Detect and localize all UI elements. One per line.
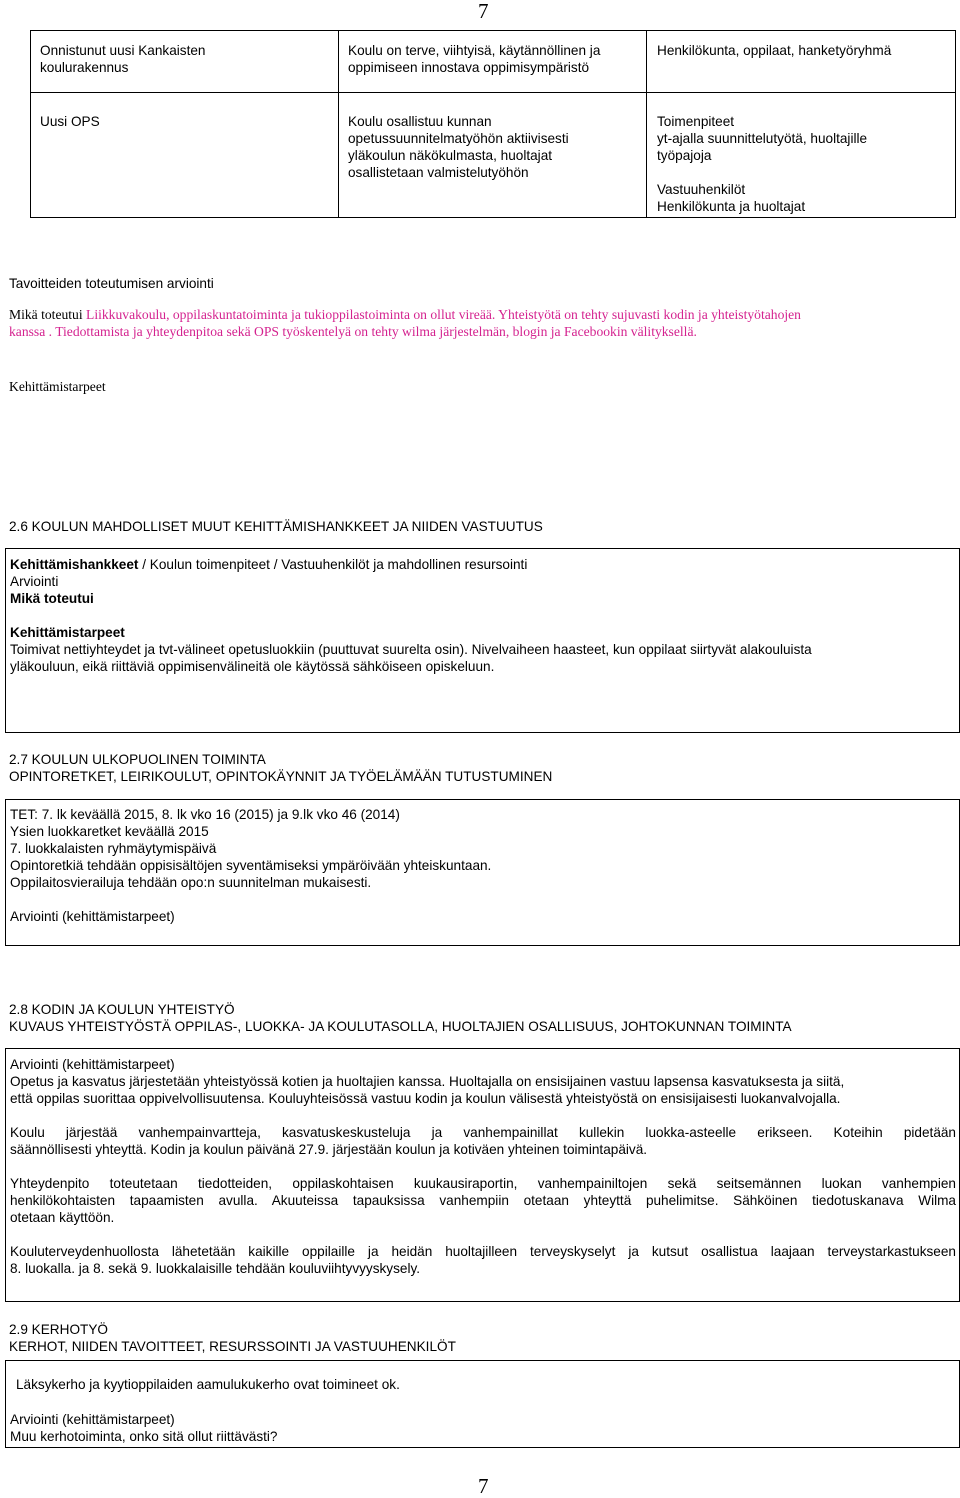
section-2-6-development: Kehittämistarpeet [10, 625, 125, 640]
table-row-1-goal [40, 42, 330, 76]
evaluation-line-1 [9, 306, 949, 323]
table-cell-line: oppimiseen innostava oppimisympäristö [348, 60, 590, 75]
section-2-9-arviointi: Arviointi (kehittämistarpeet) [10, 1412, 175, 1427]
section-2-9-title [9, 1321, 456, 1355]
header-rest: / Koulun toimenpiteet / Vastuuhenkilöt ja mahdollinen resursointi [138, 557, 528, 572]
section-2-9-text: Läksykerho ja kyytioppilaiden aamulukukerho ovat toimineet ok. [16, 1377, 400, 1392]
section-2-8-para-1-line: että oppilas suorittaa oppivelvollisuutensa. Kouluyhteisössä vastuu kodin ja koulun välisestä yhteistyöstä on ensisijaisesti luokanvalvojalla. [10, 1091, 841, 1106]
done-label: Mikä toteutui [9, 307, 83, 322]
table-row-1-responsible [657, 42, 949, 59]
section-2-8-para-4-line: 8. luokalla. ja 8. sekä 9. luokkalaisille tehdään kouluviihtyvyyskysely. [10, 1261, 421, 1276]
section-2-7-title [9, 751, 552, 785]
table-cell-line: Onnistunut uusi Kankaisten [40, 43, 206, 58]
table-cell-line: Toimenpiteet [657, 114, 735, 129]
section-2-6-arviointi: Arviointi [10, 574, 59, 589]
section-subtitle: KERHOT, NIIDEN TAVOITTEET, RESURSSOINTI JA VASTUUHENKILÖT [9, 1339, 456, 1354]
section-2-6-title: 2.6 KOULUN MAHDOLLISET MUUT KEHITTÄMISHANKKEET JA NIIDEN VASTUUTUS [9, 519, 543, 534]
section-2-6-header [10, 556, 954, 573]
table-row-1-description [348, 42, 640, 76]
header-bold: Kehittämishankkeet [10, 557, 139, 572]
table-row-2-description [348, 113, 640, 181]
done-text: Liikkuvakoulu, oppilaskuntatoiminta ja tukioppilastoiminta on ollut vireää. Yhteistyötä on tehty sujuvasti kodin ja yhteistyötahojen [86, 307, 801, 322]
table-cell-line: koulurakennus [40, 60, 129, 75]
table-cell-line: Vastuuhenkilöt [657, 182, 746, 197]
section-title: 2.8 KODIN JA KOULUN YHTEISTYÖ [9, 1002, 235, 1017]
evaluation-done [9, 306, 949, 340]
section-2-8-title [9, 1001, 792, 1035]
page-number-bottom: 7 [478, 1474, 489, 1498]
table-cell-line: Koulu osallistuu kunnan [348, 114, 492, 129]
section-2-7-line: TET: 7. lk keväällä 2015, 8. lk vko 16 (2015) ja 9.lk vko 46 (2014) [10, 807, 400, 822]
section-2-8-box [5, 1048, 960, 1302]
table-cell-line: yläkoulun näkökulmasta, huoltajat [348, 148, 553, 163]
section-2-7-line: Opintoretkiä tehdään oppisisältöjen syventämiseksi ympäröivään yhteiskuntaan. [10, 858, 492, 873]
page-number-top: 7 [478, 0, 489, 23]
section-2-8-para-3-line: henkilökohtaisten tapaamisten avulla. Akuuteissa tapauksissa vanhempiin otetaan yhteyttä puhelimitse. Sähköinen tiedotuskanava Wilma [10, 1193, 956, 1208]
table-cell-line: Henkilökunta ja huoltajat [657, 199, 806, 214]
section-2-8-para-3-line: otetaan käyttöön. [10, 1210, 115, 1225]
section-2-8-para-2-line: säännöllisesti yhteyttä. Kodin ja koulun päivänä 27.9. järjestään koulun ja kotiväen yhteinen toimintapäivä. [10, 1142, 648, 1157]
section-2-9-question: Muu kerhotoiminta, onko sitä ollut riittävästi? [10, 1429, 278, 1444]
section-2-8-arviointi: Arviointi (kehittämistarpeet) [10, 1057, 175, 1072]
section-2-8-para-2-line: Koulu järjestää vanhempainvartteja, kasvatuskeskusteluja ja vanhempainillat kullekin luokka-asteelle erikseen. Koteihin pidetään [10, 1125, 956, 1140]
table-cell-line [657, 164, 949, 181]
table-row-2-actions [657, 113, 949, 215]
table-cell-line: opetussuunnitelmatyöhön aktiivisesti [348, 131, 569, 146]
section-2-8-para-3-line: Yhteydenpito toteutetaan tiedotteiden, oppilaskohtaisen kuukausiraportin, vanhempainiltojen sekä seitsemännen luokan vanhempien [10, 1176, 956, 1191]
section-2-6-text-line: Toimivat nettiyhteydet ja tvt-välineet opetusluokkiin (puuttuvat suurelta osin). Nivelvaiheen haasteet, kun oppilaat siirtyvät alakouluista [10, 642, 812, 657]
section-2-7-line: Oppilaitosvierailuja tehdään opo:n suunnitelman mukaisesti. [10, 875, 372, 890]
evaluation-development-label: Kehittämistarpeet [9, 379, 106, 394]
section-2-7-box [5, 799, 960, 946]
section-subtitle: KUVAUS YHTEISTYÖSTÄ OPPILAS-, LUOKKA- JA KOULUTASOLLA, HUOLTAJIEN OSALLISUUS, JOHTOKUNNAN TOIMINTA [9, 1019, 792, 1034]
section-2-7-arviointi: Arviointi (kehittämistarpeet) [10, 909, 175, 924]
table-cell-line: Koulu on terve, viihtyisä, käytännöllinen ja [348, 43, 601, 58]
evaluation-line-2: kanssa . Tiedottamista ja yhteydenpitoa sekä OPS työskentelyä on tehty wilma järjestelmän, blogin ja Facebookin välityksellä. [9, 324, 697, 339]
section-2-6-done: Mikä toteutui [10, 591, 94, 606]
section-2-7-line: Ysien luokkaretket keväällä 2015 [10, 824, 209, 839]
table-cell-line: työpajoja [657, 148, 712, 163]
table-cell-line: Henkilökunta, oppilaat, hanketyöryhmä [657, 43, 892, 58]
table-cell-line: Uusi OPS [40, 114, 100, 129]
section-title: 2.9 KERHOTYÖ [9, 1322, 108, 1337]
section-2-8-para-1-line: Opetus ja kasvatus järjestetään yhteistyössä kotien ja huoltajien kanssa. Huoltajalla on ensisijainen vastuu lapsensa kasvatuksesta ja siitä, [10, 1074, 845, 1089]
section-subtitle: OPINTORETKET, LEIRIKOULUT, OPINTOKÄYNNIT JA TYÖELÄMÄÄN TUTUSTUMINEN [9, 769, 553, 784]
section-2-6-text-line: yläkouluun, eikä riittäviä oppimisenvälineitä ole käytössä sähköiseen opiskeluun. [10, 659, 495, 674]
section-2-7-line: 7. luokkalaisten ryhmäytymispäivä [10, 841, 217, 856]
table-cell-line: osallistetaan valmistelutyöhön [348, 165, 529, 180]
section-2-6-box [5, 548, 960, 733]
table-row-2-goal [40, 113, 330, 130]
table-cell-line: yt-ajalla suunnittelutyötä, huoltajille [657, 131, 868, 146]
section-title: 2.7 KOULUN ULKOPUOLINEN TOIMINTA [9, 752, 266, 767]
evaluation-heading: Tavoitteiden toteutumisen arviointi [9, 276, 214, 291]
section-2-8-para-4-line: Kouluterveydenhuollosta lähetetään kaikille oppilaille ja heidän huoltajilleen terveyskyselyt ja kutsut osallistua laajaan terveystarkastukseen [10, 1244, 956, 1259]
section-2-9-box [5, 1360, 960, 1448]
